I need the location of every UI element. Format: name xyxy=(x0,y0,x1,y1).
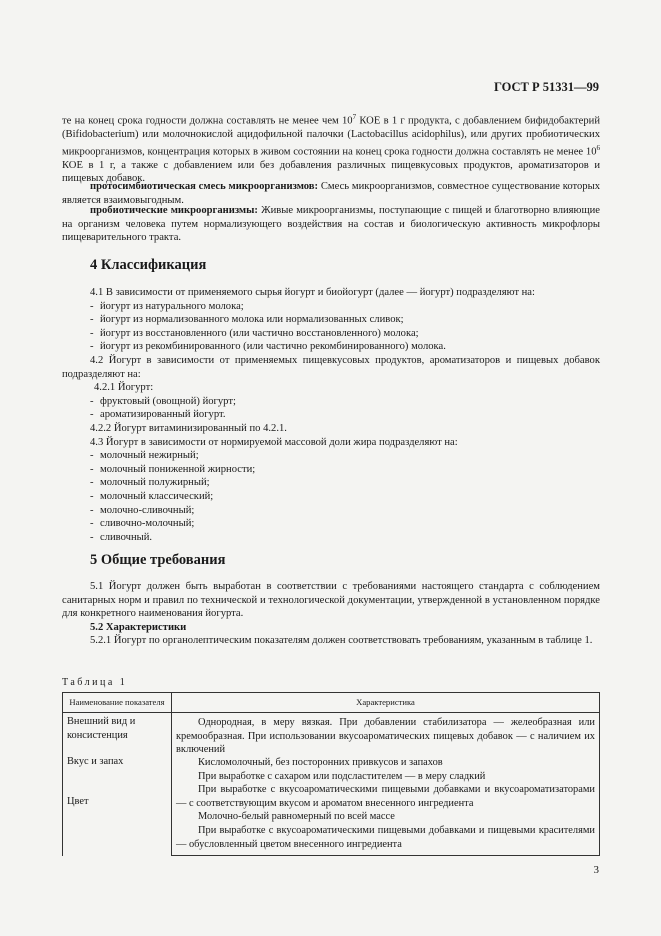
characteristic-line: Однородная, в меру вязкая. При добавлении стабилизатора — желеобразная или кремообразная. При использовании вкусоароматических пищевых добавок — с наличием их включений xyxy=(176,717,595,756)
standard-id: ГОСТ Р 51331—99 xyxy=(493,80,599,94)
clause-5-2: 5.2 Характеристики xyxy=(90,621,187,633)
characteristic-line: При выработке с вкусоароматическими пищевыми добавками и пищевыми красителями — обусловленный цветом внесенного ингредиента xyxy=(176,824,595,850)
clause-4-2: 4.2 Йогурт в зависимости от применяемых пищевкусовых продуктов, ароматизаторов и пищевых добавок подразделяют на: xyxy=(62,354,600,380)
intro-paragraph-1: те на конец срока годности должна составлять не менее чем $10^7$ КОЕ в 1 г продукта, с добавлением бифидобактерий (Bifidobacterium) или молочнокислой ацидофильной палочки (Lactobacillus acidophilus), или других пробиотических микроорганизмов, концентрация которых в живом состоянии на конец срока годности должна составлять не менее $10^6$ КОЕ в 1 г, а также с добавлением или без добавления различных пищевкусовых продуктов, ароматизаторов и пищевых добавок. xyxy=(62,113,600,185)
list-item: - йогурт из рекомбинированного (или частично рекомбинированного) молока. xyxy=(62,340,600,354)
list-item: - йогурт из натурального молока; xyxy=(62,300,600,314)
list-item: - ароматизированный йогурт. xyxy=(62,408,600,422)
row-name: Внешний вид и консистенция xyxy=(67,716,136,741)
characteristic-line: При выработке с вкусоароматическими пищевыми добавками и вкусоароматизаторами — с соответствующим вкусом и ароматом внесенного ингредиента xyxy=(176,784,595,809)
table-header-row xyxy=(63,693,600,713)
list-item: - молочно-сливочный; xyxy=(62,504,600,518)
definition-probiotic: пробиотические микроорганизмы: Живые микроорганизмы, поступающие с пищей и благотворно влияющие на организм человека путем нормализующего воздействия на состав и биологическую активность микрофлоры пищеварительного тракта. xyxy=(62,205,600,244)
clause-5-1: 5.1 Йогурт должен быть выработан в соответствии с требованиями настоящего стандарта с соблюдением санитарных норм и правил по технической и технологической документации, утвержденной в установленном порядке для конкретного наименования йогурта. xyxy=(62,581,600,620)
row-name: Вкус и запах xyxy=(67,756,124,767)
list-item: - фруктовый (овощной) йогурт; xyxy=(62,395,600,409)
list-item: - йогурт из нормализованного молока или нормализованных сливок; xyxy=(62,313,600,327)
section-4-body xyxy=(62,286,600,544)
clause-4-3: 4.3 Йогурт в зависимости от нормируемой массовой доли жира подразделяют на: xyxy=(90,436,458,448)
list-item: - молочный классический; xyxy=(62,490,600,504)
characteristic-line: Кисломолочный, без посторонних привкусов и запахов xyxy=(198,757,443,768)
section-4-heading: 4 Классификация xyxy=(90,257,207,273)
table-1 xyxy=(62,692,600,856)
list-item: - сливочный. xyxy=(62,531,600,545)
section-5-heading: 5 Общие требования xyxy=(90,552,226,568)
list-item: - йогурт из восстановленного (или частично восстановленного) молока; xyxy=(62,327,600,341)
section-5-body xyxy=(62,580,600,648)
characteristic-line: Молочно-белый равномерный по всей массе xyxy=(198,811,395,823)
clause-4-2-1: 4.2.1 Йогурт: xyxy=(94,382,154,394)
list-item: - молочный нежирный; xyxy=(62,449,600,463)
term-probiotic: пробиотические микроорганизмы: xyxy=(90,205,258,216)
list-item: - молочный пониженной жирности; xyxy=(62,463,600,477)
list-item: - сливочно-молочный; xyxy=(62,517,600,531)
column-header-characteristic: Характеристика xyxy=(172,693,600,713)
row-name: Цвет xyxy=(67,796,89,807)
clause-4-1: 4.1 В зависимости от применяемого сырья йогурт и биойогурт (далее — йогурт) подразделяют на: xyxy=(90,287,535,298)
term-protosymbiotic: протосимбиотическая смесь микроорганизмов: xyxy=(90,181,319,192)
table-row xyxy=(63,713,600,856)
clause-4-2-2: 4.2.2 Йогурт витаминизированный по 4.2.1. xyxy=(90,422,287,434)
clause-5-2-1: 5.2.1 Йогурт по органолептическим показателям должен соответствовать требованиям, указанным в таблице 1. xyxy=(90,635,593,647)
list-item: - молочный полужирный; xyxy=(62,476,600,490)
table-caption: Таблица 1 xyxy=(62,677,128,688)
page-number: 3 xyxy=(593,864,599,876)
column-header-indicator: Наименование показателя xyxy=(63,693,172,713)
definition-protosymbiotic: протосимбиотическая смесь микроорганизмов: Смесь микроорганизмов, совместное существование которых является взаимовыгодным. xyxy=(62,181,600,206)
characteristic-line: При выработке с сахаром или подсластителем — в меру сладкий xyxy=(198,770,486,782)
